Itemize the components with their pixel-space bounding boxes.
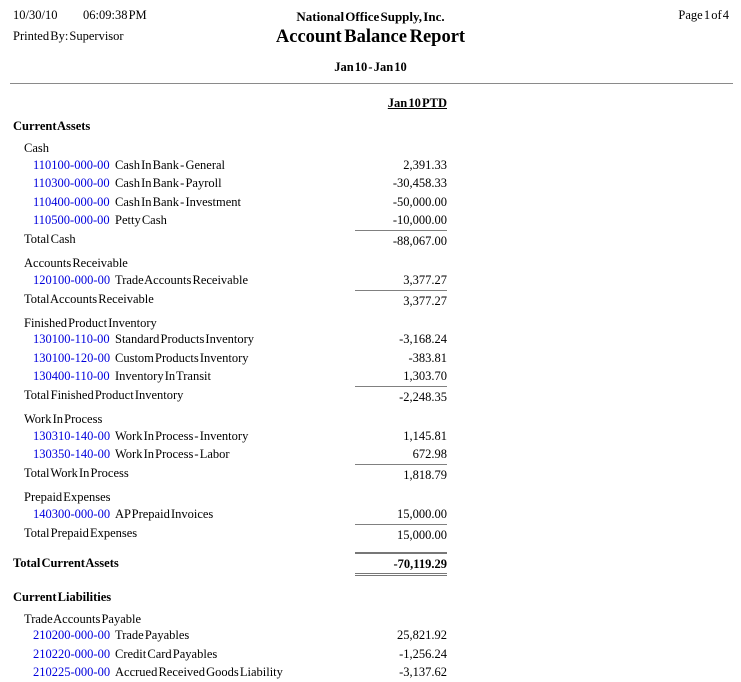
subtotal-amount: -2,248.35: [355, 386, 447, 405]
account-name: Accrued Received Goods Liability: [115, 665, 355, 680]
account-row: [0, 212, 465, 231]
account-name: AP Prepaid Invoices: [115, 507, 355, 522]
account-number-link[interactable]: 120100-000-00: [33, 273, 110, 287]
subtotal-amount: 3,377.27: [355, 290, 447, 309]
account-number-cell: [0, 351, 115, 366]
account-name: Petty Cash: [115, 213, 355, 228]
grand-total-amount: -70,119.29: [355, 552, 447, 576]
account-amount: 25,821.92: [355, 628, 447, 643]
account-number-cell: [0, 176, 115, 191]
printed-by-label: Printed By:: [13, 29, 68, 43]
account-number-link[interactable]: 110100-000-00: [33, 158, 110, 172]
account-row: [0, 193, 465, 212]
account-name: Work In Process - Labor: [115, 447, 355, 462]
account-number-link[interactable]: 110400-000-00: [33, 195, 110, 209]
account-number-link[interactable]: 130100-110-00: [33, 332, 110, 346]
printed-by-value: Supervisor: [69, 29, 123, 43]
account-number-cell: [0, 332, 115, 347]
subtotal-row: [0, 464, 465, 483]
account-number-link[interactable]: 130350-140-00: [33, 447, 110, 461]
section-title: Current Assets: [0, 118, 465, 134]
account-number-cell: [0, 628, 115, 643]
account-name: Trade Accounts Receivable: [115, 273, 355, 288]
column-header-ptd: Jan 10 PTD: [300, 96, 447, 111]
subsection-title: Prepaid Expenses: [0, 489, 465, 505]
account-number-link[interactable]: 210225-000-00: [33, 665, 110, 679]
grand-total-row: [0, 552, 465, 576]
page-indicator: Page 1 of 4: [678, 8, 729, 23]
account-amount: 3,377.27: [355, 273, 447, 288]
header-divider: [10, 83, 733, 84]
account-number-cell: [0, 195, 115, 210]
subtotal-label: Total Cash: [0, 232, 355, 247]
account-row: [0, 156, 465, 175]
account-name: Inventory In Transit: [115, 369, 355, 384]
account-amount: 672.98: [355, 447, 447, 462]
account-name: Cash In Bank - Investment: [115, 195, 355, 210]
account-number-cell: [0, 369, 115, 384]
account-amount: -30,458.33: [355, 176, 447, 191]
account-number-link[interactable]: 140300-000-00: [33, 507, 110, 521]
account-number-cell: [0, 665, 115, 680]
subtotal-row: [0, 290, 465, 309]
report-date: 10/30/10: [13, 8, 57, 23]
subtotal-amount: 1,818.79: [355, 464, 447, 483]
account-amount: -3,137.62: [355, 665, 447, 680]
account-row: [0, 331, 465, 350]
account-number-link[interactable]: 210200-000-00: [33, 628, 110, 642]
subsection-title: Trade Accounts Payable: [0, 611, 465, 627]
account-row: [0, 627, 465, 646]
account-row: [0, 645, 465, 664]
account-row: [0, 427, 465, 446]
subtotal-label: Total Prepaid Expenses: [0, 526, 355, 541]
account-amount: 2,391.33: [355, 158, 447, 173]
subtotal-label: Total Finished Product Inventory: [0, 388, 355, 403]
subtotal-amount: 15,000.00: [355, 524, 447, 543]
subsection-title: Cash: [0, 140, 465, 156]
account-name: Credit Card Payables: [115, 647, 355, 662]
subtotal-row: [0, 230, 465, 249]
account-number-cell: [0, 647, 115, 662]
account-number-cell: [0, 158, 115, 173]
account-amount: -50,000.00: [355, 195, 447, 210]
account-number-link[interactable]: 110500-000-00: [33, 213, 110, 227]
account-row: [0, 175, 465, 194]
subsection-title: Accounts Receivable: [0, 255, 465, 271]
report-time: 06:09:38 PM: [83, 8, 147, 23]
subtotal-label: Total Accounts Receivable: [0, 292, 355, 307]
account-number-cell: [0, 429, 115, 444]
account-number-cell: [0, 213, 115, 228]
report-period: Jan 10 - Jan 10: [0, 60, 741, 75]
subtotal-amount: -88,067.00: [355, 230, 447, 249]
account-name: Cash In Bank - Payroll: [115, 176, 355, 191]
account-amount: -1,256.24: [355, 647, 447, 662]
account-number-link[interactable]: 130100-120-00: [33, 351, 110, 365]
account-amount: 1,303.70: [355, 369, 447, 384]
account-amount: 1,145.81: [355, 429, 447, 444]
subsection-title: Work In Process: [0, 411, 465, 427]
subtotal-row: [0, 524, 465, 543]
account-number-cell: [0, 507, 115, 522]
account-name: Cash In Bank - General: [115, 158, 355, 173]
grand-total-label: Total Current Assets: [0, 556, 355, 571]
account-number-link[interactable]: 130400-110-00: [33, 369, 110, 383]
account-row: [0, 446, 465, 465]
account-row: [0, 505, 465, 524]
account-amount: 15,000.00: [355, 507, 447, 522]
account-number-cell: [0, 447, 115, 462]
account-name: Trade Payables: [115, 628, 355, 643]
account-amount: -3,168.24: [355, 332, 447, 347]
account-number-link[interactable]: 130310-140-00: [33, 429, 110, 443]
account-number-link[interactable]: 110300-000-00: [33, 176, 110, 190]
account-number-link[interactable]: 210220-000-00: [33, 647, 110, 661]
account-name: Standard Products Inventory: [115, 332, 355, 347]
account-row: [0, 368, 465, 387]
account-row: [0, 349, 465, 368]
account-row: [0, 664, 465, 682]
subtotal-row: [0, 386, 465, 405]
report-title: Account Balance Report: [0, 27, 741, 48]
account-row: [0, 271, 465, 290]
account-name: Custom Products Inventory: [115, 351, 355, 366]
company-name: National Office Supply, Inc.: [0, 9, 741, 25]
section-title: Current Liabilities: [0, 589, 465, 605]
subtotal-label: Total Work In Process: [0, 466, 355, 481]
account-number-cell: [0, 273, 115, 288]
account-name: Work In Process - Inventory: [115, 429, 355, 444]
subsection-title: Finished Product Inventory: [0, 315, 465, 331]
account-amount: -383.81: [355, 351, 447, 366]
account-amount: -10,000.00: [355, 213, 447, 228]
report-body: [0, 118, 465, 682]
